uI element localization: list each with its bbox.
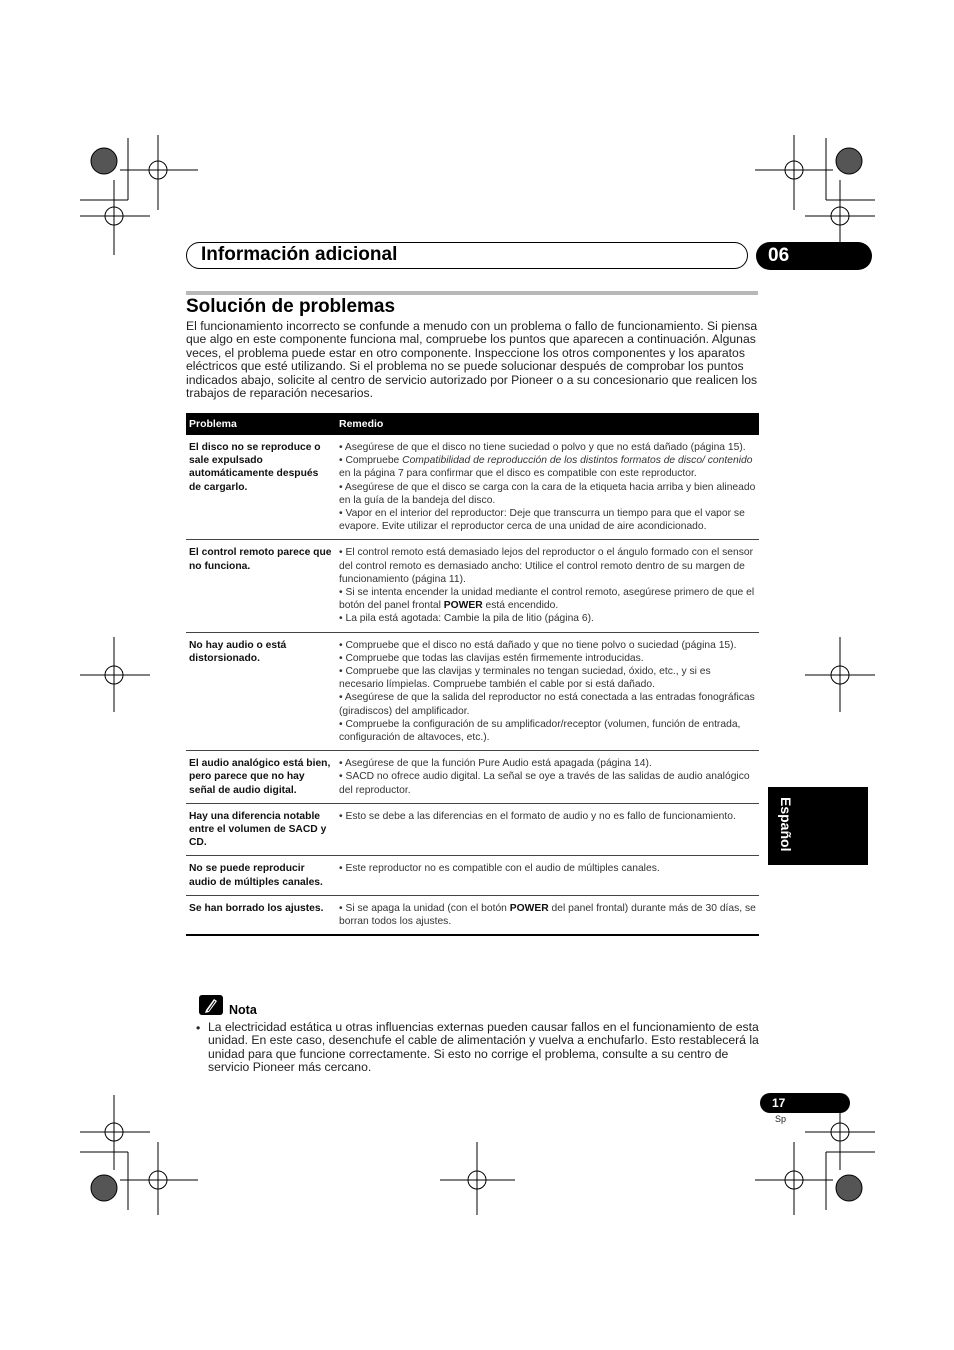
remedy-line: [339, 454, 756, 480]
remedy-line: • Compruebe que todas las clavijas estén firmemente introducidas.: [339, 652, 644, 664]
problem-cell: El audio analógico está bien, pero parece que no hay señal de audio digital.: [186, 751, 336, 804]
table-row: [186, 803, 759, 856]
table-row: [186, 540, 759, 632]
problem-cell: El disco no se reproduce o sale expulsado automáticamente después de cargarlo.: [186, 435, 336, 540]
remedy-line: • Vapor en el interior del reproductor: Deje que transcurra un tiempo para que el vapor se evapore. Evite utilizar el reproductor cerca de una unidad de aire acondicionado.: [339, 508, 745, 533]
remedy-text: • Compruebe: [339, 455, 403, 467]
troubleshooting-table: [186, 413, 759, 936]
remedy-line: [339, 902, 756, 928]
page-lang-code: Sp: [775, 1114, 787, 1124]
problem-cell: Hay una diferencia notable entre el volumen de SACD y CD.: [186, 803, 336, 856]
remedy-line: • Asegúrese de que la salida del reproductor no está conectada a las entradas fonográficas (giradiscos) del amplificador.: [339, 692, 755, 717]
remedy-line: • Esto se debe a las diferencias en el formato de audio y no es fallo de funcionamiento.: [339, 810, 736, 822]
page-number: 17: [760, 1093, 850, 1113]
remedy-line: • SACD no ofrece audio digital. La señal se oye a través de las salidas de audio analógico del reproductor.: [339, 771, 750, 796]
remedy-line: • Asegúrese de que la función Pure Audio está apagada (página 14).: [339, 758, 652, 770]
header-remedy: Remedio: [336, 413, 759, 435]
remedy-line: [339, 586, 756, 612]
remedy-cell: [336, 751, 759, 804]
remedy-text: en la página 7 para confirmar que el disco es compatible con este reproductor.: [339, 468, 697, 480]
power-label: POWER: [509, 902, 549, 914]
power-label: POWER: [443, 600, 483, 612]
intro-paragraph: El funcionamiento incorrecto se confunde a menudo con un problema o fallo de funcionamiento. Si piensa que algo en este componente funciona mal, compruebe los puntos que aparecen a continuación. Algunas veces, el problema puede estar en otro componente. Inspeccione los otros componentes y los aparatos eléctricos que esté utilizando. Si el problema no se puede solucionar después de comprobar los puntos indicados abajo, solicite al centro de servicio autorizado por Pioneer o a su concesionario que realicen los trabajos de reparación necesarios.: [186, 319, 758, 401]
remedy-cell: [336, 803, 759, 856]
remedy-text: del panel frontal) durante más de 30 días, se borran todos los ajustes.: [339, 902, 756, 928]
remedy-line: • Este reproductor no es compatible con el audio de múltiples canales.: [339, 863, 660, 875]
table-header-row: [186, 413, 759, 435]
remedy-cell: [336, 895, 759, 935]
problem-cell: No se puede reproducir audio de múltiples canales.: [186, 856, 336, 895]
remedy-line: • El control remoto está demasiado lejos del reproductor o el ángulo formado con el sensor del control remoto es demasiado ancho: Utilice el control remoto dentro de su margen de funcionamiento (página 11).: [339, 547, 753, 585]
table-row: [186, 751, 759, 804]
table-row: [186, 435, 759, 540]
table-row: [186, 632, 759, 751]
remedy-line: • Compruebe que las clavijas y terminales no tengan suciedad, óxido, etc., y si es necesario límpielas. Compruebe también el cable por si está dañado.: [339, 666, 711, 691]
remedy-italic-ref: Compatibilidad de reproducción de los distintos formatos de disco/ contenido: [402, 455, 753, 467]
chapter-number: 06: [756, 242, 872, 270]
language-label: Español: [778, 797, 794, 852]
remedy-line: • Asegúrese de que el disco no tiene suciedad o polvo y que no está dañado (página 15).: [339, 442, 746, 453]
note-title: Nota: [229, 1003, 257, 1017]
remedy-cell: [336, 540, 759, 632]
remedy-line: • Compruebe la configuración de su amplificador/receptor (volumen, función de entrada, configuración de altavoces, etc.).: [339, 718, 741, 744]
header-problem: Problema: [186, 413, 336, 435]
remedy-text: • Si se intenta encender la unidad mediante el control remoto, asegúrese primero de que el botón del panel frontal: [339, 587, 755, 612]
section-rule: [186, 291, 758, 295]
note-text: La electricidad estática u otras influencias externas pueden causar fallos en el funcionamiento de esta unidad. En este caso, desenchufe el cable de alimentación y vuelva a enchufarlo. Esto restablecerá la unidad para que funcione correctamente. Si esto no corrige el problema, consulte a su centro de servicio Pioneer más cercano.: [208, 1020, 759, 1075]
remedy-text: • Si se apaga la unidad (con el botón: [339, 902, 510, 914]
table-row: [186, 895, 759, 935]
remedy-line: • La pila está agotada: Cambie la pila de litio (página 6).: [339, 613, 594, 625]
note-pencil-icon: [199, 995, 223, 1015]
section-title: Solución de problemas: [186, 296, 396, 317]
remedy-cell: [336, 856, 759, 895]
note-bullet: •: [196, 1021, 201, 1035]
remedy-text: está encendido.: [482, 600, 559, 612]
chapter-header: [186, 242, 748, 269]
remedy-line: • Compruebe que el disco no está dañado y que no tiene polvo o suciedad (página 15).: [339, 639, 737, 651]
chapter-title: Información adicional: [201, 244, 398, 265]
problem-cell: No hay audio o está distorsionado.: [186, 632, 336, 751]
problem-cell: Se han borrado los ajustes.: [186, 895, 336, 935]
remedy-cell: [336, 435, 759, 540]
remedy-cell: [336, 632, 759, 751]
remedy-line: • Asegúrese de que el disco se carga con la cara de la etiqueta hacia arriba y bien alineado en la guía de la bandeja del disco.: [339, 481, 756, 506]
table-row: [186, 856, 759, 895]
problem-cell: El control remoto parece que no funciona.: [186, 540, 336, 632]
